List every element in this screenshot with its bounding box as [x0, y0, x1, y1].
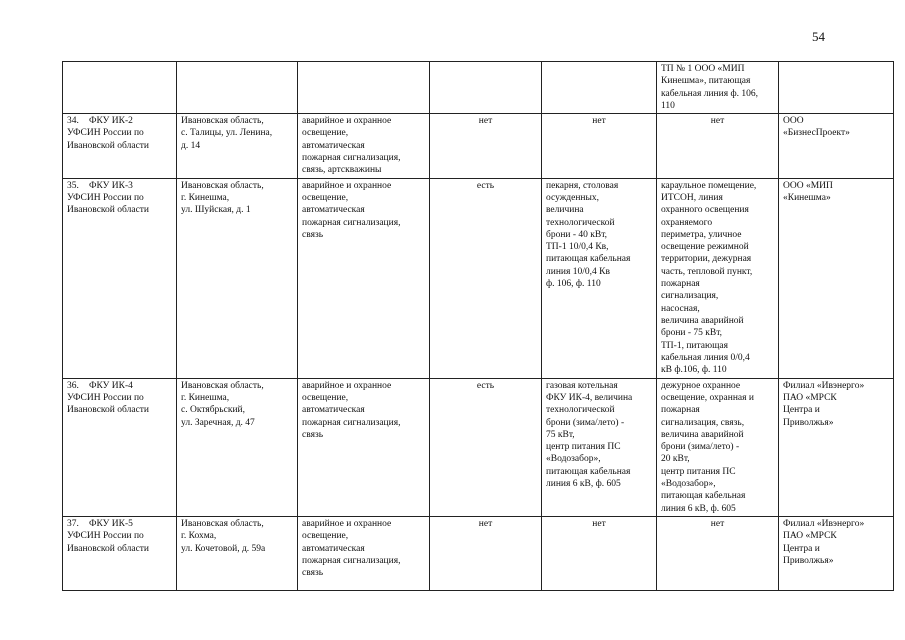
table-cell: ТП № 1 ООО «МИП Кинешма», питающая кабельная линия ф. 106, 110	[657, 62, 779, 114]
table-cell	[430, 62, 542, 114]
institution-cell	[63, 378, 177, 516]
institution-cell	[63, 114, 177, 178]
institution-name: ФКУ ИК-4 УФСИН России по Ивановской области	[67, 380, 150, 416]
institution-cell	[63, 516, 177, 590]
table-cell	[298, 62, 430, 114]
tech-reserve-cell: нет	[542, 114, 657, 178]
systems-cell: аварийное и охранное освещение, автоматическая пожарная сигнализация, связь	[298, 378, 430, 516]
availability-cell: нет	[430, 114, 542, 178]
table-cell	[63, 62, 177, 114]
systems-cell: аварийное и охранное освещение, автоматическая пожарная сигнализация, связь	[298, 516, 430, 590]
table-cell	[177, 62, 298, 114]
row-number: 34.	[67, 116, 79, 127]
institution-name: ФКУ ИК-3 УФСИН России по Ивановской области	[67, 180, 150, 216]
page-number: 54	[812, 29, 825, 44]
emergency-reserve-cell: караульное помещение, ИТСОН, линия охранного освещения охраняемого периметра, уличное освещение режимной территории, дежурная часть, тепловой пункт, пожарная сигнализация, насосная, величина аварийной брони - 75 кВт, ТП-1, питающая кабельная линия 0/0,4 кВ ф.106, ф. 110	[657, 178, 779, 378]
table-row-34	[63, 114, 894, 178]
table-row-35	[63, 178, 894, 378]
facilities-table	[62, 61, 894, 591]
row-number: 36.	[67, 380, 79, 391]
address-cell: Ивановская область, г. Кинешма, ул. Шуйская, д. 1	[177, 178, 298, 378]
tech-reserve-cell: нет	[542, 516, 657, 590]
table-cell	[542, 62, 657, 114]
tech-reserve-cell: газовая котельная ФКУ ИК-4, величина технологической брони (зима/лето) - 75 кВт, центр питания ПС «Водозабор», питающая кабельная линия 6 кВ, ф. 605	[542, 378, 657, 516]
supplier-cell: ООО «БизнесПроект»	[779, 114, 894, 178]
address-cell: Ивановская область, г. Кинешма, с. Октябрьский, ул. Заречная, д. 47	[177, 378, 298, 516]
table-cell	[779, 62, 894, 114]
institution-name: ФКУ ИК-2 УФСИН России по Ивановской области	[67, 116, 150, 151]
systems-cell: аварийное и охранное освещение, автоматическая пожарная сигнализация, связь, артскважины	[298, 114, 430, 178]
institution-cell	[63, 178, 177, 378]
row-number: 37.	[67, 518, 79, 529]
table-row-36	[63, 378, 894, 516]
row-number: 35.	[67, 180, 79, 191]
supplier-cell: Филиал «Ивэнерго» ПАО «МРСК Центра и Приволжья»	[779, 378, 894, 516]
availability-cell: есть	[430, 178, 542, 378]
emergency-reserve-cell: дежурное охранное освещение, охранная и пожарная сигнализация, связь, величина аварийной брони (зима/лето) - 20 кВт, центр питания ПС «Водозабор», питающая кабельная линия 6 кВ, ф. 605	[657, 378, 779, 516]
systems-cell: аварийное и охранное освещение, автоматическая пожарная сигнализация, связь	[298, 178, 430, 378]
table-row-continuation	[63, 62, 894, 114]
emergency-reserve-cell: нет	[657, 516, 779, 590]
tech-reserve-cell: пекарня, столовая осужденных, величина технологической брони - 40 кВт, ТП-1 10/0,4 Кв, питающая кабельная линия 10/0,4 Кв ф. 106, ф. 110	[542, 178, 657, 378]
address-cell: Ивановская область, с. Талицы, ул. Ленина, д. 14	[177, 114, 298, 178]
table-row-37	[63, 516, 894, 590]
supplier-cell: Филиал «Ивэнерго» ПАО «МРСК Центра и Приволжья»	[779, 516, 894, 590]
availability-cell: есть	[430, 378, 542, 516]
supplier-cell: ООО «МИП «Кинешма»	[779, 178, 894, 378]
emergency-reserve-cell: нет	[657, 114, 779, 178]
institution-name: ФКУ ИК-5 УФСИН России по Ивановской области	[67, 518, 150, 554]
availability-cell: нет	[430, 516, 542, 590]
address-cell: Ивановская область, г. Кохма, ул. Кочетовой, д. 59а	[177, 516, 298, 590]
